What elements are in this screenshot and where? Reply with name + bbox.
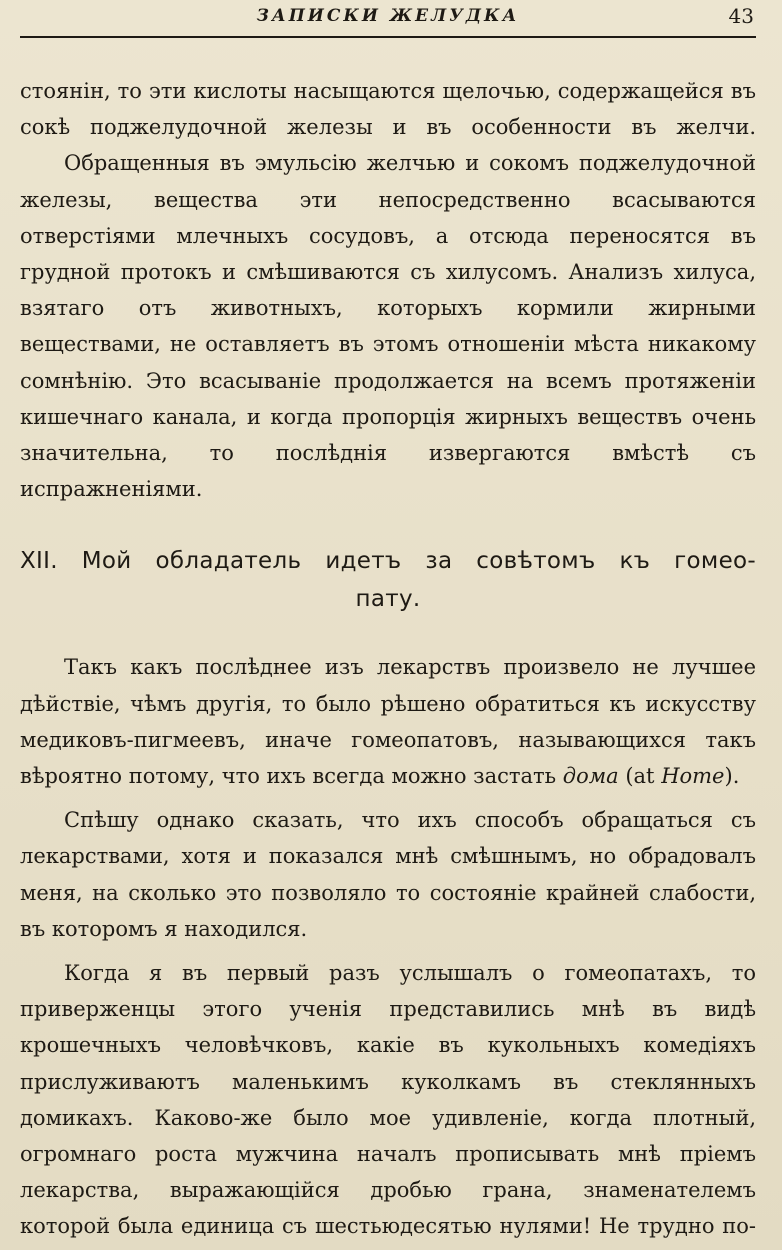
italic-word-home: Home bbox=[661, 764, 725, 789]
italic-word-doma: дома bbox=[562, 764, 619, 789]
chapter-heading-line1: XII. Мой обладатель идетъ за совѣтомъ къ гомео- bbox=[20, 548, 756, 575]
running-title: ЗАПИСКИ ЖЕЛУДКА bbox=[256, 6, 520, 26]
paren-open: (at bbox=[625, 764, 655, 789]
paragraph-hasten-to-say: Спѣшу однако сказать, что ихъ способъ обращаться съ лекарствами, хотя и показался мнѣ смѣшнымъ, но обрадовалъ меня, на сколько это позволяло то состояніе крайней слабости, въ которомъ я находился. bbox=[20, 808, 756, 941]
paragraph-first-heard: Когда я въ первый разъ услышалъ о гомеопатахъ, то приверженцы этого ученія представились мнѣ въ видѣ крошечныхъ человѣчковъ, какіе въ кукольныхъ комедіяхъ прислуживаютъ маленькимъ куколкамъ въ стеклянныхъ домикахъ. Каково-же было мое удивленіе, когда плотный, огромнаго роста мужчина началъ прописывать мнѣ пріемъ лекарства, выражающійся дробью грана, знаменателемъ которой была единица съ шестьюдесятью нулями! Не трудно по- bbox=[20, 961, 756, 1239]
body-text bbox=[20, 73, 756, 1245]
chapter-heading-line2: пату. bbox=[355, 586, 421, 613]
paragraph-fats-absorption: Обращенныя въ эмульсію желчью и сокомъ поджелудочной железы, вещества эти непосредственно всасываются отверстіями млечныхъ сосудовъ, а отсюда переносятся въ грудной протокъ и смѣшиваются съ хилусомъ. Анализъ хилуса, взятаго отъ животныхъ, которыхъ кормили жирными веществами, не оставляетъ въ этомъ отношеніи мѣста никакому сомнѣнію. Это всасываніе продолжается на всемъ протяженіи кишечнаго канала, и когда пропорція жирныхъ веществъ очень значительна, то послѣднія извергаются вмѣстѣ съ испражненіями. bbox=[20, 151, 756, 502]
page-number: 43 bbox=[728, 4, 754, 28]
paragraph-text: Такъ какъ послѣднее изъ лекарствъ произвело не лучшее дѣйствіе, чѣмъ другія, то было рѣшено обратиться къ искусству медиковъ-пигмеевъ, иначе гомеопатовъ, называющихся такъ вѣроятно потому, что ихъ всегда можно застать bbox=[20, 655, 756, 789]
paragraph-homeopaths-intro bbox=[20, 649, 756, 794]
chapter-heading bbox=[20, 542, 756, 618]
header-rule bbox=[20, 36, 756, 38]
running-head bbox=[20, 0, 756, 40]
paragraph-gap bbox=[20, 947, 756, 955]
paragraph-gap bbox=[20, 794, 756, 802]
paren-close: ). bbox=[724, 764, 740, 789]
paragraph-continuation: стоянін, то эти кислоты насыщаются щелочью, содержащейся въ сокѣ поджелудочной железы и въ особенности въ желчи. bbox=[20, 79, 756, 140]
